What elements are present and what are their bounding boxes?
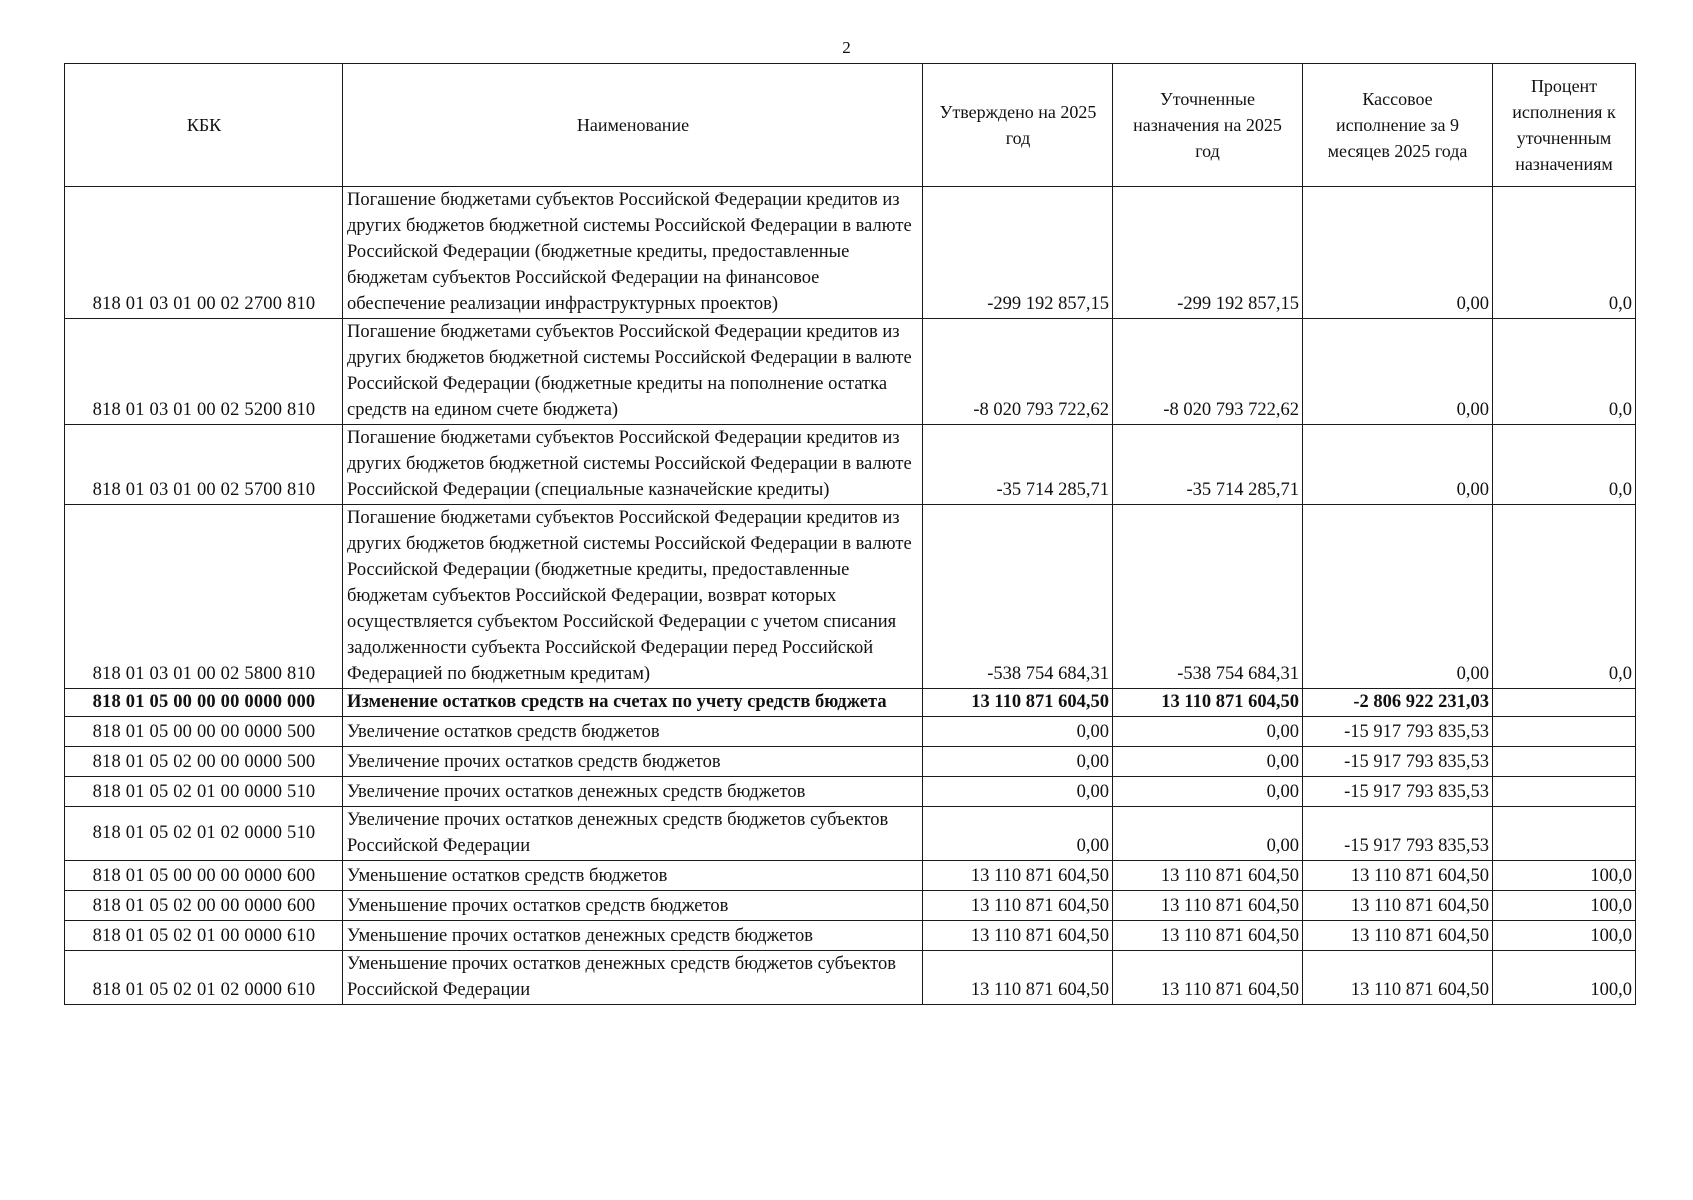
row-kbk: 818 01 05 02 01 02 0000 510: [65, 807, 343, 861]
row-approved: 0,00: [923, 807, 1113, 861]
row-revised: 13 110 871 604,50: [1113, 891, 1303, 921]
row-percent: 0,0: [1493, 187, 1636, 319]
row-executed: 13 110 871 604,50: [1303, 951, 1493, 1005]
row-approved: 13 110 871 604,50: [923, 891, 1113, 921]
row-approved: -35 714 285,71: [923, 425, 1113, 505]
row-executed: -15 917 793 835,53: [1303, 747, 1493, 777]
row-kbk: 818 01 05 02 01 00 0000 510: [65, 777, 343, 807]
row-approved: 13 110 871 604,50: [923, 951, 1113, 1005]
row-name: Погашение бюджетами субъектов Российской Федерации кредитов из других бюджетов бюджетной системы Российской Федерации в валюте Российской Федерации (бюджетные кредиты, предоставленные бюджетам субъектов Российской Федерации, возврат которых осуществляется субъектом Российской Федерации с учетом списания задолженности субъекта Российской Федерации перед Российской Федерацией по бюджетным кредитам): [343, 505, 923, 689]
row-percent: 100,0: [1493, 951, 1636, 1005]
row-revised: 0,00: [1113, 747, 1303, 777]
table-row: [65, 777, 1636, 807]
table-header-row: [65, 64, 1636, 187]
row-approved: -538 754 684,31: [923, 505, 1113, 689]
table-row: [65, 319, 1636, 425]
row-kbk: 818 01 05 02 00 00 0000 600: [65, 891, 343, 921]
row-kbk: 818 01 05 02 01 00 0000 610: [65, 921, 343, 951]
row-name: Уменьшение прочих остатков денежных средств бюджетов: [343, 921, 923, 951]
row-name: Уменьшение остатков средств бюджетов: [343, 861, 923, 891]
row-revised: 0,00: [1113, 777, 1303, 807]
row-revised: 13 110 871 604,50: [1113, 921, 1303, 951]
row-percent: [1493, 777, 1636, 807]
row-revised: 13 110 871 604,50: [1113, 861, 1303, 891]
row-kbk: 818 01 05 00 00 00 0000 500: [65, 717, 343, 747]
row-revised: 13 110 871 604,50: [1113, 951, 1303, 1005]
row-percent: 0,0: [1493, 505, 1636, 689]
row-revised: 0,00: [1113, 807, 1303, 861]
row-name: Уменьшение прочих остатков средств бюджетов: [343, 891, 923, 921]
row-approved: 0,00: [923, 747, 1113, 777]
header-approved: Утверждено на 2025 год: [923, 64, 1113, 187]
row-name: Увеличение прочих остатков денежных средств бюджетов субъектов Российской Федерации: [343, 807, 923, 861]
header-percent: Процент исполнения к уточненным назначениям: [1493, 64, 1636, 187]
row-executed: 0,00: [1303, 505, 1493, 689]
row-approved: 0,00: [923, 777, 1113, 807]
table-row: [65, 747, 1636, 777]
row-kbk: 818 01 03 01 00 02 5700 810: [65, 425, 343, 505]
row-percent: [1493, 717, 1636, 747]
row-executed: 0,00: [1303, 425, 1493, 505]
row-executed: 13 110 871 604,50: [1303, 891, 1493, 921]
row-percent: [1493, 807, 1636, 861]
row-percent: 100,0: [1493, 861, 1636, 891]
header-name: Наименование: [343, 64, 923, 187]
row-revised: -538 754 684,31: [1113, 505, 1303, 689]
page-number: 2: [842, 38, 851, 57]
row-executed: -15 917 793 835,53: [1303, 807, 1493, 861]
row-executed: 13 110 871 604,50: [1303, 921, 1493, 951]
row-approved: 13 110 871 604,50: [923, 921, 1113, 951]
row-kbk: 818 01 05 00 00 00 0000 600: [65, 861, 343, 891]
row-name: Погашение бюджетами субъектов Российской Федерации кредитов из других бюджетов бюджетной системы Российской Федерации в валюте Российской Федерации (бюджетные кредиты на пополнение остатка средств на едином счете бюджета): [343, 319, 923, 425]
row-name: Увеличение прочих остатков денежных средств бюджетов: [343, 777, 923, 807]
table-row: [65, 425, 1636, 505]
row-approved: -299 192 857,15: [923, 187, 1113, 319]
row-approved: 13 110 871 604,50: [923, 689, 1113, 717]
row-executed: -2 806 922 231,03: [1303, 689, 1493, 717]
row-revised: 13 110 871 604,50: [1113, 689, 1303, 717]
row-percent: 100,0: [1493, 891, 1636, 921]
row-kbk: 818 01 05 00 00 00 0000 000: [65, 689, 343, 717]
row-kbk: 818 01 05 02 01 02 0000 610: [65, 951, 343, 1005]
table-row: [65, 861, 1636, 891]
table-row: [65, 951, 1636, 1005]
row-kbk: 818 01 03 01 00 02 5200 810: [65, 319, 343, 425]
row-approved: -8 020 793 722,62: [923, 319, 1113, 425]
row-revised: 0,00: [1113, 717, 1303, 747]
row-kbk: 818 01 03 01 00 02 2700 810: [65, 187, 343, 319]
table-row: [65, 187, 1636, 319]
row-percent: [1493, 689, 1636, 717]
row-revised: -35 714 285,71: [1113, 425, 1303, 505]
row-percent: 0,0: [1493, 319, 1636, 425]
row-percent: [1493, 747, 1636, 777]
row-approved: 13 110 871 604,50: [923, 861, 1113, 891]
row-executed: -15 917 793 835,53: [1303, 717, 1493, 747]
row-kbk: 818 01 03 01 00 02 5800 810: [65, 505, 343, 689]
budget-execution-table: [64, 63, 1636, 1005]
row-name: Уменьшение прочих остатков денежных средств бюджетов субъектов Российской Федерации: [343, 951, 923, 1005]
row-revised: -299 192 857,15: [1113, 187, 1303, 319]
row-approved: 0,00: [923, 717, 1113, 747]
row-name: Увеличение прочих остатков средств бюджетов: [343, 747, 923, 777]
row-revised: -8 020 793 722,62: [1113, 319, 1303, 425]
row-name: Изменение остатков средств на счетах по учету средств бюджета: [343, 689, 923, 717]
row-executed: 0,00: [1303, 319, 1493, 425]
header-kbk: КБК: [65, 64, 343, 187]
row-name: Погашение бюджетами субъектов Российской Федерации кредитов из других бюджетов бюджетной системы Российской Федерации в валюте Российской Федерации (бюджетные кредиты, предоставленные бюджетам субъектов Российской Федерации на финансовое обеспечение реализации инфраструктурных проектов): [343, 187, 923, 319]
row-kbk: 818 01 05 02 00 00 0000 500: [65, 747, 343, 777]
table-row-total: [65, 689, 1636, 717]
row-executed: 0,00: [1303, 187, 1493, 319]
table-row: [65, 807, 1636, 861]
row-name: Погашение бюджетами субъектов Российской Федерации кредитов из других бюджетов бюджетной системы Российской Федерации в валюте Российской Федерации (специальные казначейские кредиты): [343, 425, 923, 505]
table-row: [65, 505, 1636, 689]
header-revised: Уточненные назначения на 2025 год: [1113, 64, 1303, 187]
row-executed: -15 917 793 835,53: [1303, 777, 1493, 807]
table-row: [65, 921, 1636, 951]
row-name: Увеличение остатков средств бюджетов: [343, 717, 923, 747]
row-percent: 100,0: [1493, 921, 1636, 951]
header-executed: Кассовое исполнение за 9 месяцев 2025 года: [1303, 64, 1493, 187]
table-row: [65, 717, 1636, 747]
row-percent: 0,0: [1493, 425, 1636, 505]
row-executed: 13 110 871 604,50: [1303, 861, 1493, 891]
table-row: [65, 891, 1636, 921]
